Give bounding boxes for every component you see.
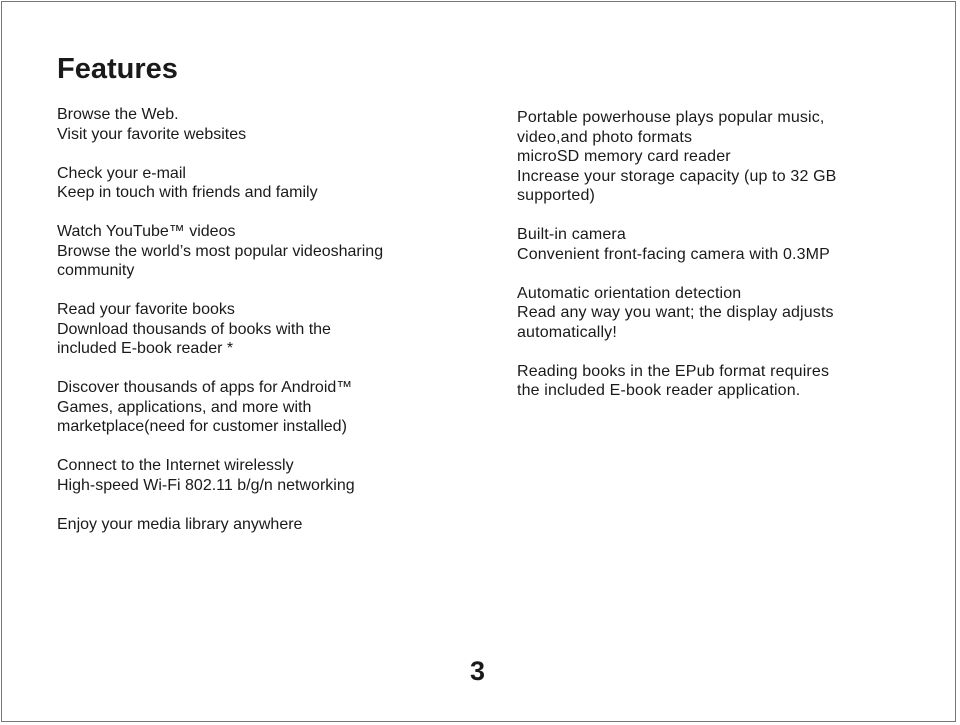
feature-heading: Browse the Web.	[57, 106, 179, 123]
feature-text: High-speed Wi-Fi 802.11 b/g/n networking	[57, 476, 355, 494]
feature-block-apps	[57, 378, 477, 437]
feature-block-wifi	[57, 456, 477, 495]
feature-text: Browse the world’s most popular videosharing	[57, 242, 384, 260]
feature-text: Convenient front-facing camera with 0.3MP	[517, 245, 830, 263]
feature-block-books	[57, 300, 477, 359]
feature-text: Read any way you want; the display adjusts	[517, 304, 834, 321]
document-page	[1, 1, 956, 722]
page-number-text: 3	[469, 656, 486, 686]
feature-text: Download thousands of books with the	[57, 320, 331, 338]
left-column	[57, 105, 477, 534]
feature-text: marketplace(need for customer installed)	[57, 418, 347, 435]
feature-text: Increase your storage capacity (up to 32 GB	[517, 167, 837, 185]
feature-text: video,and photo formats	[517, 128, 693, 146]
page-number	[2, 653, 957, 689]
feature-heading: Watch YouTube™ videos	[57, 223, 236, 240]
feature-text: automatically!	[517, 323, 617, 341]
feature-text: Visit your favorite websites	[57, 125, 247, 143]
feature-heading: Portable powerhouse plays popular music,	[517, 109, 825, 126]
feature-heading: Read your favorite books	[57, 301, 235, 318]
feature-heading: Built-in camera	[517, 226, 626, 243]
feature-text: Keep in touch with friends and family	[57, 184, 318, 201]
feature-block-email	[57, 164, 477, 203]
feature-heading: Discover thousands of apps for Android™	[57, 379, 353, 396]
feature-block-browse-web	[57, 105, 477, 144]
feature-text: the included E-book reader application.	[517, 382, 801, 399]
feature-text: supported)	[517, 187, 595, 204]
feature-heading: Automatic orientation detection	[517, 284, 742, 302]
feature-block-media-formats	[517, 108, 917, 206]
feature-text: community	[57, 262, 135, 279]
feature-heading: Connect to the Internet wirelessly	[57, 457, 294, 474]
feature-block-orientation	[517, 284, 917, 343]
feature-text: microSD memory card reader	[517, 148, 731, 165]
feature-block-youtube	[57, 222, 477, 281]
feature-block-media	[57, 515, 477, 535]
feature-heading: Reading books in the EPub format requires	[517, 362, 830, 380]
feature-block-camera	[517, 225, 917, 264]
feature-heading: Check your e-mail	[57, 164, 186, 182]
right-column	[517, 108, 917, 401]
feature-text: Games, applications, and more with	[57, 398, 312, 416]
feature-heading: Enjoy your media library anywhere	[57, 515, 303, 533]
page-title: Features	[57, 53, 178, 85]
feature-text: included E-book reader *	[57, 340, 234, 357]
feature-block-epub-note	[517, 362, 917, 401]
